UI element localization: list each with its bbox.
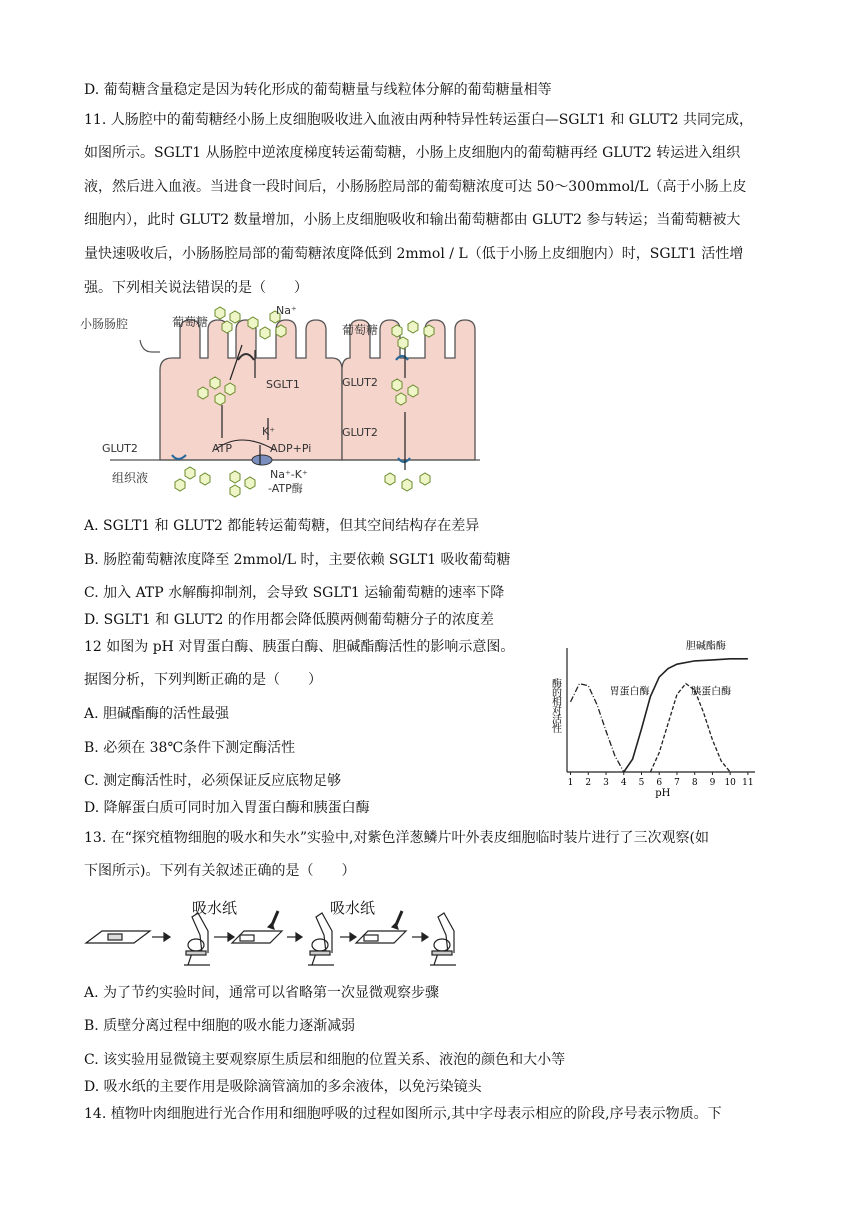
plasmolysis-procedure-diagram bbox=[82, 895, 482, 975]
glucose-label-left: 葡萄糖 bbox=[172, 315, 209, 329]
q12-option-a: A. 胆碱酯酶的活性最强 bbox=[84, 706, 230, 722]
glut2-label-right-top: GLUT2 bbox=[342, 376, 378, 389]
q13-option-b: B. 质壁分离过程中细胞的吸水能力逐渐减弱 bbox=[84, 1018, 356, 1034]
pump-label-1: Na⁺-K⁺ bbox=[270, 468, 308, 481]
tissue-fluid-label: 组织液 bbox=[112, 471, 149, 485]
series-line-3 bbox=[624, 659, 748, 772]
q14-stem: 14. 植物叶肉细胞进行光合作用和细胞呼吸的过程如图所示,其中字母表示相应的阶段,序号表示物质。下 bbox=[84, 1106, 722, 1122]
microscope-icon bbox=[184, 913, 210, 965]
left-cell-body bbox=[160, 320, 342, 460]
glut2-label-right-bottom: GLUT2 bbox=[342, 426, 378, 439]
q10-option-d: D. 葡萄糖含量稳定是因为转化形成的葡萄糖量与线粒体分解的葡萄糖量相等 bbox=[84, 82, 552, 98]
x-tick-label: 4 bbox=[620, 778, 627, 788]
q11-option-c: C. 加入 ATP 水解酶抑制剂，会导致 SGLT1 运输葡萄糖的速率下降 bbox=[84, 585, 505, 601]
q13-option-a: A. 为了节约实验时间，通常可以省略第一次显微观察步骤 bbox=[84, 985, 440, 1001]
series-label: 胆碱酯酶 bbox=[685, 641, 726, 653]
adp-label: ADP+Pi bbox=[270, 442, 312, 455]
q11-stem-line: 如图所示。SGLT1 从肠腔中逆浓度梯度转运葡萄糖，小肠上皮细胞内的葡萄糖再经 GLUT2 转运进入组织 bbox=[84, 145, 741, 161]
glut2-label-left: GLUT2 bbox=[102, 442, 138, 455]
x-tick-label: 8 bbox=[691, 778, 698, 788]
q11-stem-line: 细胞内），此时 GLUT2 数量增加，小肠上皮细胞吸收和输出葡萄糖都由 GLUT2 参与转运；当葡萄糖被大 bbox=[84, 212, 741, 228]
x-tick-label: 2 bbox=[585, 778, 592, 788]
blotting-paper-step-1 bbox=[232, 911, 282, 943]
q12-stem-line: 据图分析，下列判断正确的是（ ） bbox=[84, 672, 322, 688]
q12-option-b: B. 必须在 38℃条件下测定酶活性 bbox=[84, 740, 296, 756]
sglt1-label: SGLT1 bbox=[266, 378, 300, 391]
x-axis-label: pH bbox=[655, 788, 671, 799]
y-axis-label: 酶的相对活性 bbox=[549, 678, 561, 732]
microscope-icon bbox=[308, 913, 334, 965]
blotting-paper-label-2: 吸水纸 bbox=[330, 899, 376, 917]
q12-option-d: D. 降解蛋白质可同时加入胃蛋白酶和胰蛋白酶 bbox=[84, 800, 370, 816]
x-tick-label: 10 bbox=[724, 778, 736, 788]
x-tick-label: 9 bbox=[709, 778, 716, 788]
x-tick-label: 7 bbox=[674, 778, 680, 788]
intestinal-transport-diagram bbox=[80, 300, 480, 500]
q12-option-c: C. 测定酶活性时，必须保证反应底物足够 bbox=[84, 773, 342, 789]
x-tick-label: 5 bbox=[638, 778, 645, 788]
x-tick-label: 6 bbox=[656, 778, 663, 788]
series-label: 胰蛋白酶 bbox=[691, 686, 732, 698]
blotting-paper-label-1: 吸水纸 bbox=[192, 899, 238, 917]
q11-stem-line: 强。下列相关说法错误的是（ ） bbox=[84, 280, 308, 296]
pump-label-2: -ATP酶 bbox=[268, 482, 303, 495]
q11-option-b: B. 肠腔葡萄糖浓度降至 2mmol/L 时，主要依赖 SGLT1 吸收葡萄糖 bbox=[84, 552, 511, 568]
q12-stem-line: 12 如图为 pH 对胃蛋白酶、胰蛋白酶、胆碱酯酶活性的影响示意图。 bbox=[84, 639, 515, 655]
na-label: Na⁺ bbox=[276, 304, 297, 317]
q13-option-c: C. 该实验用显微镜主要观察原生质层和细胞的位置关系、液泡的颜色和大小等 bbox=[84, 1052, 566, 1068]
atp-label: ATP bbox=[212, 442, 233, 455]
microscope-icon bbox=[430, 913, 456, 965]
x-tick-label: 1 bbox=[567, 778, 574, 788]
q11-stem-line: 量快速吸收后，小肠肠腔局部的葡萄糖浓度降低到 2mmol / L（低于小肠上皮细胞内）时，SGLT1 活性增 bbox=[84, 246, 744, 262]
series-label: 胃蛋白酶 bbox=[609, 686, 650, 698]
k-label: K⁺ bbox=[262, 425, 276, 438]
q11-stem-line: 液，然后进入血液。当进食一段时间后，小肠肠腔局部的葡萄糖浓度可达 50～300mmol/L（高于小肠上皮 bbox=[84, 179, 747, 195]
q11-stem-line: 11. 人肠腔中的葡萄糖经小肠上皮细胞吸收进入血液由两种特异性转运蛋白—SGLT1 和 GLUT2 共同完成， bbox=[84, 112, 753, 128]
q11-option-a: A. SGLT1 和 GLUT2 都能转运葡萄糖，但其空间结构存在差异 bbox=[84, 518, 480, 534]
q11-option-d: D. SGLT1 和 GLUT2 的作用都会降低膜两侧葡萄糖分子的浓度差 bbox=[84, 612, 494, 628]
q13-option-d: D. 吸水纸的主要作用是吸除滴管滴加的多余液体，以免污染镜头 bbox=[84, 1079, 482, 1095]
glucose-label-right: 葡萄糖 bbox=[342, 323, 379, 337]
q13-stem-line: 下图所示)。下列有关叙述正确的是（ ） bbox=[84, 863, 356, 879]
q13-stem-line: 13. 在“探究植物细胞的吸水和失水”实验中,对紫色洋葱鳞片叶外表皮细胞临时装片进行了三次观察(如 bbox=[84, 830, 709, 846]
x-tick-label: 11 bbox=[742, 778, 754, 788]
na-k-atpase bbox=[252, 455, 272, 465]
x-tick-label: 3 bbox=[603, 778, 609, 788]
lumen-label: 小肠肠腔 bbox=[80, 317, 129, 331]
ph-enzyme-activity-chart bbox=[545, 640, 765, 800]
